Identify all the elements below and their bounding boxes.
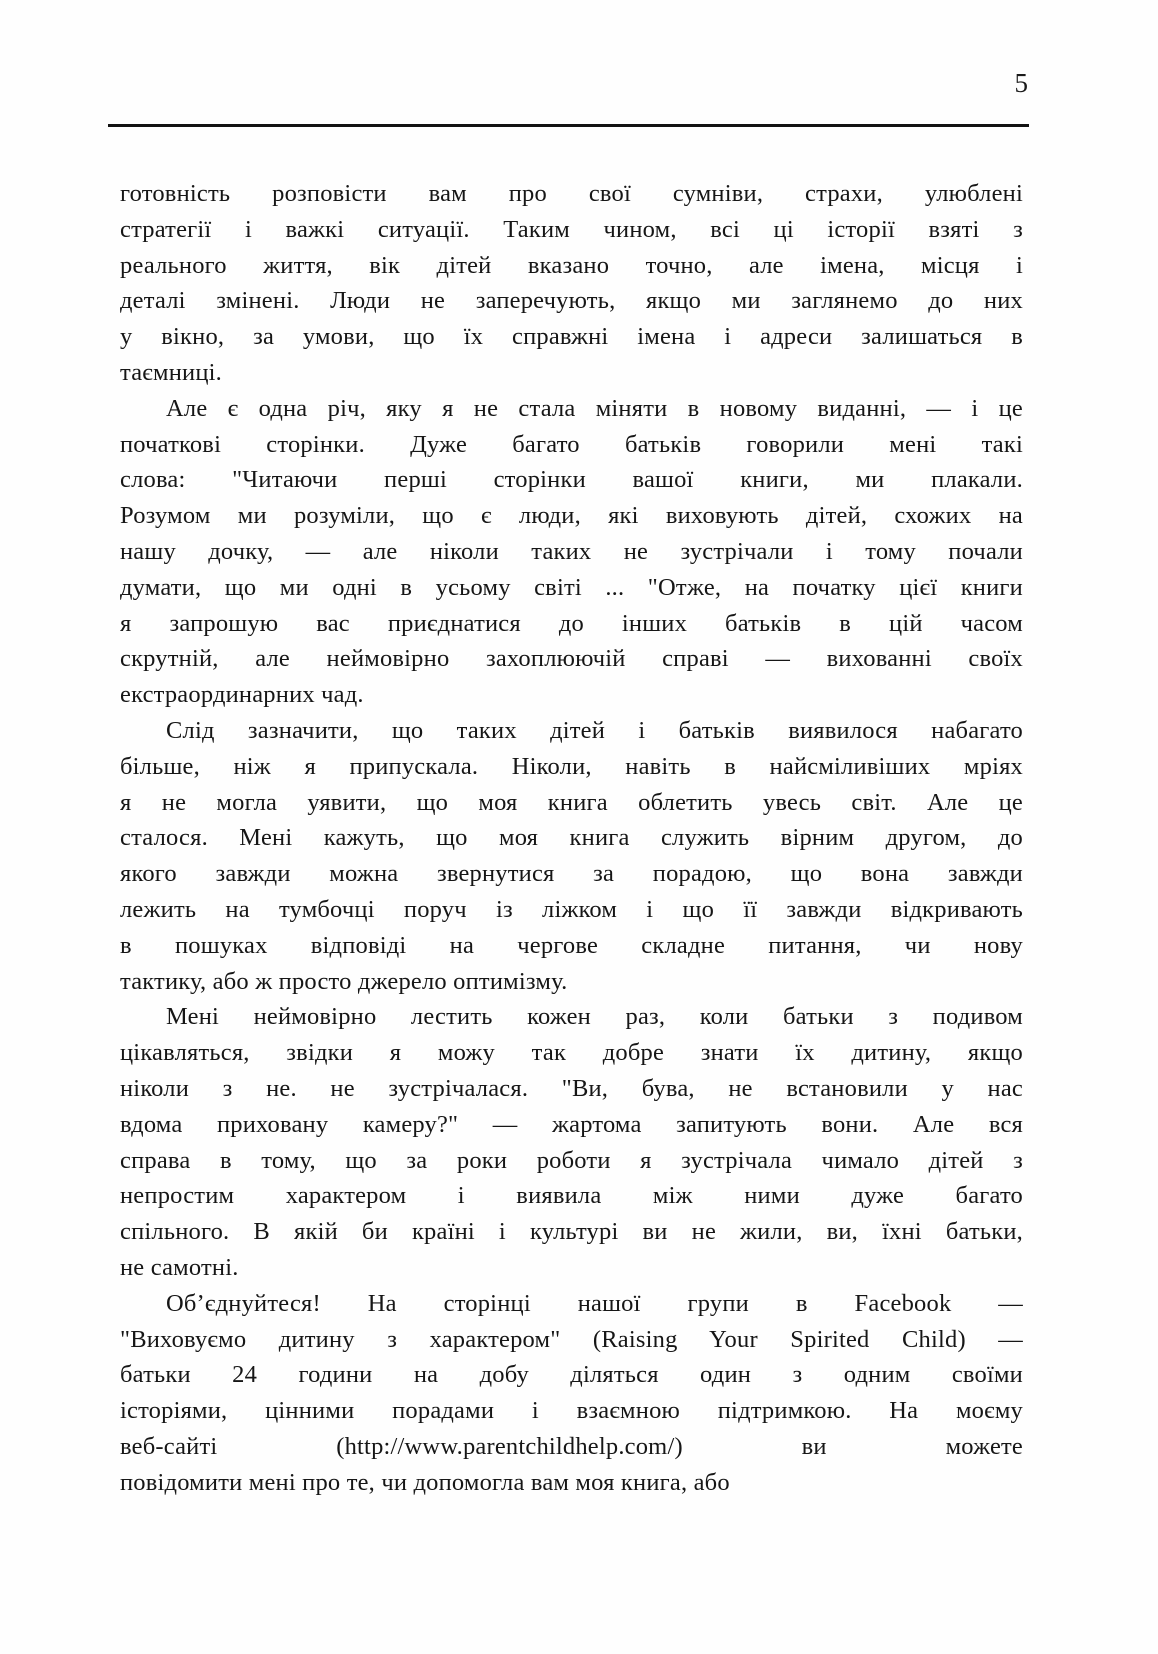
text-line: ніколи з не. не зустрічалася. "Ви, бува, не встановили у нас xyxy=(120,1074,1023,1102)
text-line: цікавляться, звідки я можу так добре знати їх дитину, якщо xyxy=(120,1039,1023,1067)
text-line: думати, що ми одні в усьому світі ... "Отже, на початку цієї книги xyxy=(120,573,1023,601)
page-number: 5 xyxy=(1014,68,1028,98)
header-rule xyxy=(108,124,1029,127)
text-line: стратегії і важкі ситуації. Таким чином, всі ці історії взяті з xyxy=(120,215,1023,243)
text-line: лежить на тумбочці поруч із ліжком і що її завжди відкривають xyxy=(120,895,1023,923)
text-line: вдома приховану камеру?" — жартома запитують вони. Але вся xyxy=(120,1110,1023,1138)
text-line: повідомити мені про те, чи допомогла вам моя книга, або xyxy=(120,1468,730,1496)
paragraph xyxy=(120,176,1023,391)
text-line: Об’єднуйтеся! На сторінці нашої групи в Facebook — xyxy=(166,1289,1023,1317)
text-line: Слід зазначити, що таких дітей і батьків виявилося набагато xyxy=(166,716,1023,744)
text-line: Розумом ми розуміли, що є люди, які виховують дітей, схожих на xyxy=(120,502,1023,530)
text-line: екстраординарних чад. xyxy=(120,681,364,709)
text-line: "Виховуємо дитину з характером" (Raising Your Spirited Child) — xyxy=(120,1325,1023,1353)
text-line: Мені неймовірно лестить кожен раз, коли батьки з подивом xyxy=(166,1003,1023,1031)
text-line: непростим характером і виявила між ними дуже багато xyxy=(120,1182,1023,1210)
text-line: якого завжди можна звернутися за порадою, що вона завжди xyxy=(120,860,1023,888)
text-line: більше, ніж я припускала. Ніколи, навіть в найсміливіших мріях xyxy=(120,752,1023,780)
text-line: веб-сайті (http://www.parentchildhelp.com/) ви можете xyxy=(120,1432,1023,1460)
text-line: в пошуках відповіді на чергове складне питання, чи нову xyxy=(120,931,1023,959)
text-line: нашу дочку, — але ніколи таких не зустрічали і тому почали xyxy=(120,537,1023,565)
text-line: тактику, або ж просто джерело оптимізму. xyxy=(120,967,568,995)
paragraph xyxy=(120,713,1023,999)
paragraph xyxy=(120,1286,1023,1501)
text-line: скрутній, але неймовірно захоплюючій справі — вихованні своїх xyxy=(120,645,1023,673)
text-line: історіями, цінними порадами і взаємною підтримкою. На моєму xyxy=(120,1397,1023,1425)
text-line: батьки 24 години на добу діляться один з одним своїми xyxy=(120,1361,1023,1389)
text-line: у вікно, за умови, що їх справжні імена і адреси залишаться в xyxy=(120,323,1023,351)
text-line: таємниці. xyxy=(120,358,222,386)
paragraph xyxy=(120,391,1023,713)
text-line: Але є одна річ, яку я не стала міняти в новому виданні, — і це xyxy=(166,394,1023,422)
text-line: деталі змінені. Люди не заперечують, якщо ми заглянемо до них xyxy=(120,287,1023,315)
text-line: я запрошую вас приєднатися до інших батьків в цій часом xyxy=(120,609,1023,637)
text-line: слова: "Читаючи перші сторінки вашої книги, ми плакали. xyxy=(120,466,1023,494)
paragraph xyxy=(120,999,1023,1285)
text-line: реального життя, вік дітей вказано точно, але імена, місця і xyxy=(120,251,1023,279)
body-text xyxy=(120,176,1023,1500)
text-line: початкові сторінки. Дуже багато батьків говорили мені такі xyxy=(120,430,1023,458)
text-line: справа в тому, що за роки роботи я зустрічала чимало дітей з xyxy=(120,1146,1023,1174)
text-line: сталося. Мені кажуть, що моя книга служить вірним другом, до xyxy=(120,824,1023,852)
text-line: готовність розповісти вам про свої сумніви, страхи, улюблені xyxy=(120,180,1023,207)
text-line: не самотні. xyxy=(120,1253,239,1281)
text-line: спільного. В якій би країні і культурі ви не жили, ви, їхні батьки, xyxy=(120,1218,1023,1246)
text-line: я не могла уявити, що моя книга облетить увесь світ. Але це xyxy=(120,788,1023,816)
